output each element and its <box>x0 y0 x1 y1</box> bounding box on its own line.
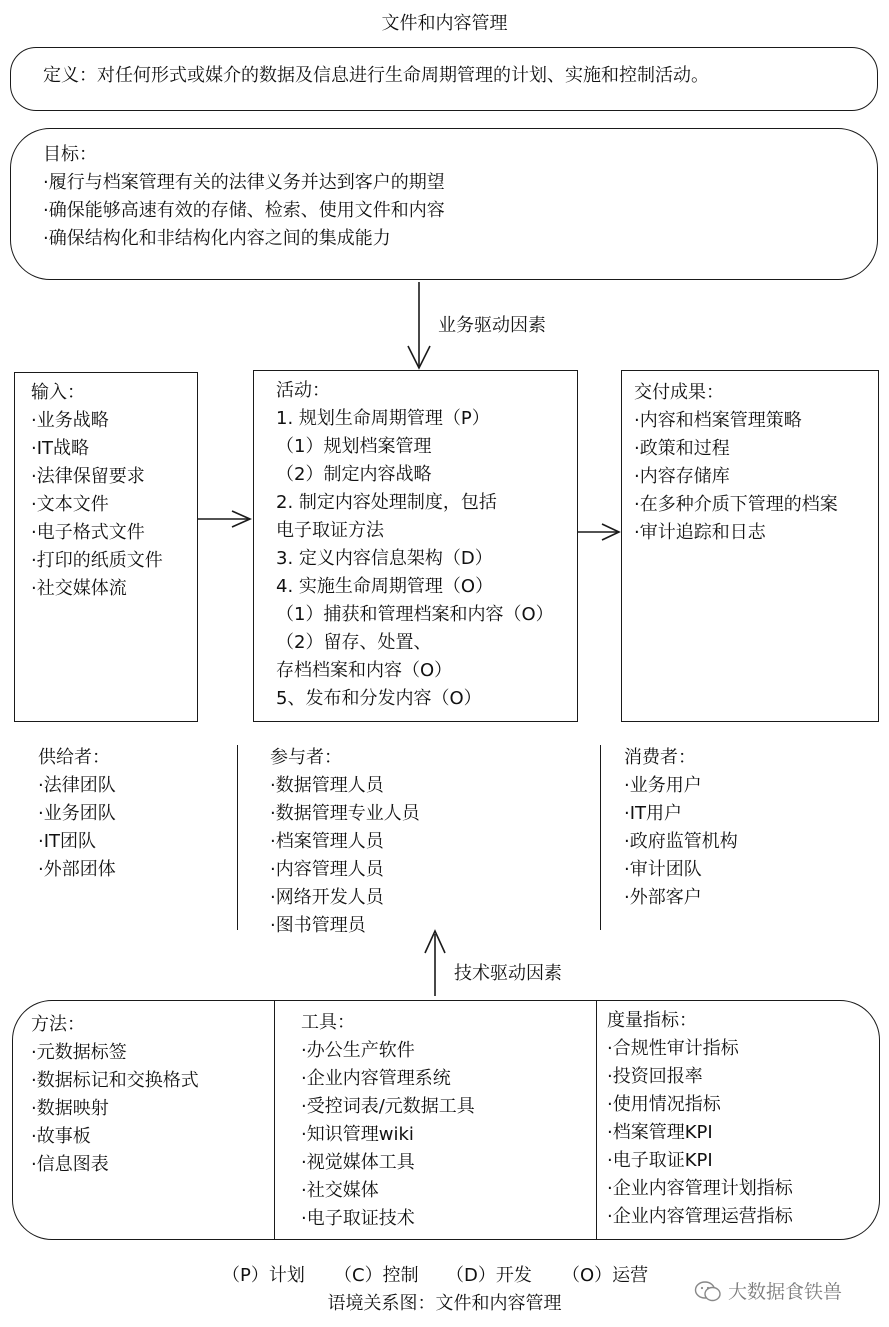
tools-header: 工具： <box>301 1012 355 1033</box>
input-item: ·法律保留要求 <box>31 466 145 487</box>
metric-item: ·合规性审计指标 <box>607 1038 739 1059</box>
metrics-list <box>607 1035 793 1231</box>
input-item: ·电子格式文件 <box>31 522 145 543</box>
inputs-header: 输入： <box>31 382 85 403</box>
method-item: ·信息图表 <box>31 1154 109 1175</box>
consumer-item: ·外部客户 <box>624 887 702 908</box>
tool-item: ·电子取证技术 <box>301 1208 415 1229</box>
activity-item: （1）捕获和管理档案和内容（O） <box>276 604 554 625</box>
tool-item: ·知识管理wiki <box>301 1124 414 1145</box>
metric-item: ·企业内容管理计划指标 <box>607 1178 793 1199</box>
metrics-header: 度量指标： <box>607 1010 697 1031</box>
legend-plan: （P）计划 <box>222 1265 305 1286</box>
consumer-item: ·IT用户 <box>624 803 683 824</box>
activity-item: 3. 定义内容信息架构（D） <box>276 548 493 569</box>
participant-item: ·内容管理人员 <box>270 859 384 880</box>
activity-item: （1）规划档案管理 <box>276 436 432 457</box>
consumer-item: ·业务用户 <box>624 775 702 796</box>
method-item: ·数据标记和交换格式 <box>31 1070 199 1091</box>
definition-text: 定义：对任何形式或媒介的数据及信息进行生命周期管理的计划、实施和控制活动。 <box>43 65 709 86</box>
methods-section <box>31 1011 199 1179</box>
supplier-item: ·业务团队 <box>38 803 116 824</box>
input-item: ·IT战略 <box>31 438 90 459</box>
deliverable-item: ·政策和过程 <box>634 438 730 459</box>
activity-item: （2）留存、处置、 <box>276 632 432 653</box>
consumers-header: 消费者： <box>624 747 696 768</box>
metric-item: ·电子取证KPI <box>607 1150 713 1171</box>
method-item: ·元数据标签 <box>31 1042 127 1063</box>
legend-control: （C）控制 <box>334 1265 419 1286</box>
input-item: ·业务战略 <box>31 410 109 431</box>
participant-item: ·档案管理人员 <box>270 831 384 852</box>
tool-item: ·社交媒体 <box>301 1180 379 1201</box>
goal-item: ·确保结构化和非结构化内容之间的集成能力 <box>43 228 391 249</box>
participant-item: ·数据管理专业人员 <box>270 803 420 824</box>
suppliers-header: 供给者： <box>38 747 110 768</box>
supplier-item: ·外部团体 <box>38 859 116 880</box>
metric-item: ·企业内容管理运营指标 <box>607 1206 793 1227</box>
tech-driver-label: 技术驱动因素 <box>454 963 562 984</box>
participant-item: ·图书管理员 <box>270 915 366 936</box>
wechat-icon <box>694 1280 722 1304</box>
bottom-divider-left <box>274 1001 275 1239</box>
methods-header: 方法： <box>31 1014 85 1035</box>
activity-item: （2）制定内容战略 <box>276 464 432 485</box>
input-item: ·社交媒体流 <box>31 578 127 599</box>
tool-item: ·受控词表/元数据工具 <box>301 1096 475 1117</box>
tools-list <box>301 1037 475 1233</box>
tool-item: ·视觉媒体工具 <box>301 1152 415 1173</box>
business-driver-label: 业务驱动因素 <box>438 315 546 336</box>
goal-item: ·确保能够高速有效的存储、检索、使用文件和内容 <box>43 200 445 221</box>
activity-item: 5、发布和分发内容（O） <box>276 688 482 709</box>
tool-item: ·企业内容管理系统 <box>301 1068 451 1089</box>
participants-header: 参与者： <box>270 747 342 768</box>
deliverable-item: ·内容存储库 <box>634 466 730 487</box>
method-item: ·故事板 <box>31 1126 91 1147</box>
bottom-divider-right <box>596 1001 597 1239</box>
deliverables-header: 交付成果： <box>634 382 724 403</box>
supplier-item: ·IT团队 <box>38 831 97 852</box>
deliverable-item: ·审计追踪和日志 <box>634 522 766 543</box>
watermark <box>694 1278 864 1308</box>
input-item: ·文本文件 <box>31 494 109 515</box>
diagram-title: 文件和内容管理 <box>381 13 508 34</box>
metrics-section <box>607 1007 793 1231</box>
method-item: ·数据映射 <box>31 1098 109 1119</box>
metric-item: ·档案管理KPI <box>607 1122 713 1143</box>
activity-item: 4. 实施生命周期管理（O） <box>276 576 494 597</box>
activity-item: 1. 规划生命周期管理（P） <box>276 408 490 429</box>
activity-item: 存档档案和内容（O） <box>276 660 453 681</box>
consumer-item: ·政府监管机构 <box>624 831 738 852</box>
methods-list <box>31 1039 199 1179</box>
bottom-box <box>12 1000 880 1240</box>
supplier-item: ·法律团队 <box>38 775 116 796</box>
activities-header: 活动： <box>276 380 330 401</box>
diagram-caption: 语境关系图：文件和内容管理 <box>327 1293 562 1314</box>
participant-item: ·数据管理人员 <box>270 775 384 796</box>
watermark-text: 大数据食铁兽 <box>728 1281 843 1303</box>
metric-item: ·投资回报率 <box>607 1066 703 1087</box>
consumer-item: ·审计团队 <box>624 859 702 880</box>
legend-develop: （D）开发 <box>446 1265 532 1286</box>
tool-item: ·办公生产软件 <box>301 1040 415 1061</box>
goal-item: ·履行与档案管理有关的法律义务并达到客户的期望 <box>43 172 445 193</box>
input-item: ·打印的纸质文件 <box>31 550 163 571</box>
metric-item: ·使用情况指标 <box>607 1094 721 1115</box>
activity-item: 2. 制定内容处理制度，包括 <box>276 492 497 513</box>
deliverable-item: ·内容和档案管理策略 <box>634 410 802 431</box>
tools-section <box>301 1009 475 1233</box>
participant-item: ·网络开发人员 <box>270 887 384 908</box>
deliverable-item: ·在多种介质下管理的档案 <box>634 494 838 515</box>
goals-header: 目标： <box>43 144 97 165</box>
activity-item: 电子取证方法 <box>276 520 384 541</box>
legend-operate: （O）运营 <box>562 1265 649 1286</box>
